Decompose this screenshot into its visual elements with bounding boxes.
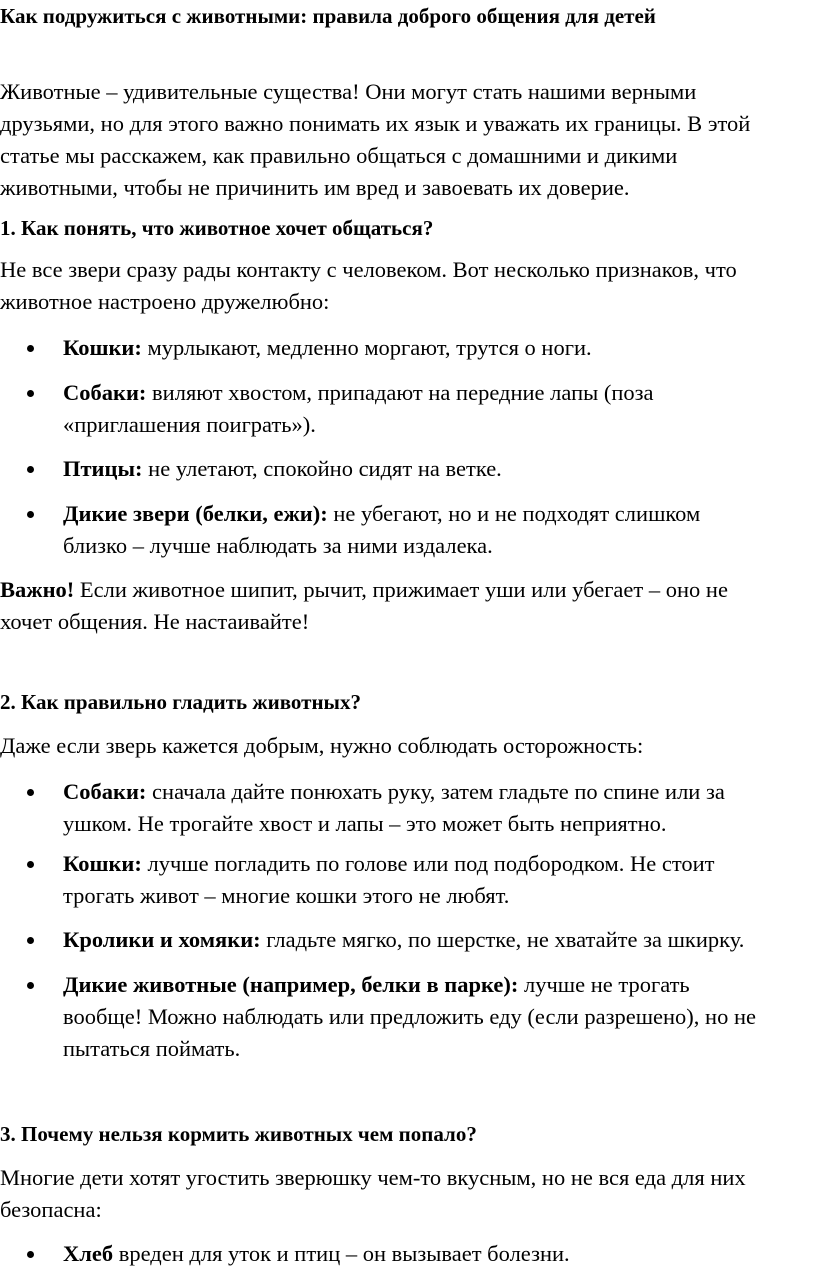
list-item-text: мурлыкают, медленно моргают, трутся о ноги. — [141, 335, 592, 360]
list-item-text: лучше погладить по голове или под подбородком. Не стоит — [141, 851, 715, 876]
list-item-text: не убегают, но и не подходят слишком — [327, 501, 701, 526]
list-item — [63, 500, 700, 528]
list-item — [63, 1240, 570, 1268]
list-item-term: Кошки: — [63, 851, 142, 876]
note-text: Если животное шипит, рычит, прижимает уши или убегает – оно не — [74, 577, 728, 602]
list-item-text: ушком. Не трогайте хвост и лапы – это может быть неприятно. — [63, 811, 667, 836]
paragraph-line: Даже если зверь кажется добрым, нужно соблюдать осторожность: — [0, 733, 644, 758]
paragraph-line: животное настроено дружелюбно: — [0, 289, 330, 314]
section-heading: 2. Как правильно гладить животных? — [0, 690, 361, 714]
list-item — [63, 926, 744, 954]
bullet-icon — [27, 511, 34, 518]
intro-line: статье мы расскажем, как правильно общаться с домашними и дикими — [0, 143, 678, 168]
paragraph-line: Не все звери сразу рады контакту с человеком. Вот несколько признаков, что — [0, 257, 737, 282]
list-item-text: пытаться поймать. — [63, 1036, 241, 1061]
list-item-text: лучше не трогать — [518, 972, 690, 997]
list-item-term: Собаки: — [63, 779, 147, 804]
list-item — [63, 334, 592, 362]
bullet-icon — [27, 789, 34, 796]
list-item-term: Кролики и хомяки: — [63, 927, 261, 952]
list-item-term: Дикие животные (например, белки в парке): — [63, 972, 519, 997]
bullet-icon — [27, 861, 34, 868]
bullet-icon — [27, 982, 34, 989]
list-item-text: «приглашения поиграть»). — [63, 412, 316, 437]
section-heading: 1. Как понять, что животное хочет общаться? — [0, 216, 434, 240]
intro-line: животными, чтобы не причинить им вред и завоевать их доверие. — [0, 175, 630, 200]
list-item-text: трогать живот – многие кошки этого не любят. — [63, 883, 510, 908]
list-item-term: Хлеб — [63, 1241, 114, 1266]
list-item-text: вообще! Можно наблюдать или предложить еду (если разрешено), но не — [63, 1004, 756, 1029]
list-item — [63, 971, 690, 999]
paragraph-line: Многие дети хотят угостить зверюшку чем-то вкусным, но не вся еда для них — [0, 1165, 746, 1190]
list-item-text: гладьте мягко, по шерстке, не хватайте за шкирку. — [260, 927, 745, 952]
bullet-icon — [27, 937, 34, 944]
list-item-term: Собаки: — [63, 380, 147, 405]
list-item — [63, 850, 715, 878]
list-item-text: виляют хвостом, припадают на передние лапы (поза — [146, 380, 654, 405]
bullet-icon — [27, 345, 34, 352]
section-heading: 3. Почему нельзя кормить животных чем попало? — [0, 1122, 477, 1146]
list-item — [63, 778, 725, 806]
list-item-term: Кошки: — [63, 335, 142, 360]
list-item-text: сначала дайте понюхать руку, затем гладьте по спине или за — [146, 779, 725, 804]
intro-line: друзьями, но для этого важно понимать их язык и уважать их границы. В этой — [0, 111, 751, 136]
note-label: Важно! — [0, 577, 75, 602]
list-item-text: вреден для уток и птиц – он вызывает болезни. — [113, 1241, 570, 1266]
list-item-text: не улетают, спокойно сидят на ветке. — [142, 456, 502, 481]
page-title: Как подружиться с животными: правила доброго общения для детей — [0, 4, 656, 28]
paragraph-line: безопасна: — [0, 1197, 102, 1222]
bullet-icon — [27, 390, 34, 397]
note — [0, 576, 728, 604]
intro-line: Животные – удивительные существа! Они могут стать нашими верными — [0, 79, 697, 104]
bullet-icon — [27, 1251, 34, 1258]
list-item — [63, 379, 654, 407]
list-item-text: близко – лучше наблюдать за ними издалека. — [63, 533, 493, 558]
list-item — [63, 455, 502, 483]
note-text: хочет общения. Не настаивайте! — [0, 609, 310, 634]
list-item-term: Птицы: — [63, 456, 143, 481]
list-item-term: Дикие звери (белки, ежи): — [63, 501, 328, 526]
bullet-icon — [27, 466, 34, 473]
